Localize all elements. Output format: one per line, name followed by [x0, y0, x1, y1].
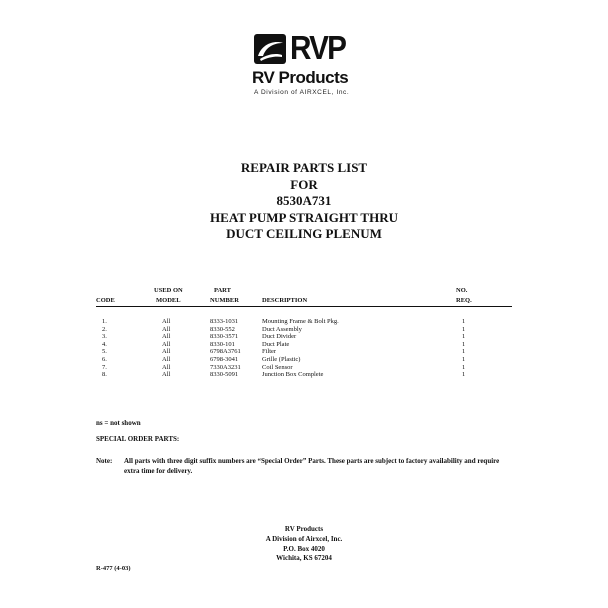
- cell-model: All: [162, 348, 171, 356]
- cell-code: 5.: [102, 348, 107, 356]
- cell-code: 1.: [102, 318, 107, 325]
- cell-model: All: [162, 363, 171, 371]
- cell-description: Junction Box Complete: [262, 371, 324, 379]
- header-code: CODE: [96, 297, 115, 304]
- header-req: REQ.: [456, 297, 472, 304]
- cell-description: Filter: [262, 348, 277, 356]
- document-id: R-477 (4-03): [96, 565, 131, 572]
- title-line: REPAIR PARTS LIST: [240, 160, 368, 175]
- cell-qty: 1: [462, 363, 466, 371]
- header-model: MODEL: [156, 297, 181, 304]
- cell-part-number: 8330-101: [210, 340, 235, 348]
- cell-part-number: 6798-3041: [210, 356, 239, 363]
- cell-qty: 1: [462, 340, 466, 348]
- company-logo: [252, 29, 362, 100]
- cell-qty: 1: [462, 333, 466, 341]
- cell-model: All: [162, 318, 171, 325]
- cell-code: 2.: [102, 325, 107, 333]
- cell-model: All: [162, 333, 171, 341]
- cell-code: 6.: [102, 356, 107, 363]
- cell-description: Coil Sensor: [262, 363, 293, 371]
- header-part: PART: [214, 287, 231, 294]
- ns-note: ns = not shown: [96, 419, 141, 427]
- cell-code: 3.: [102, 333, 107, 341]
- cell-code: 7.: [102, 363, 107, 371]
- cell-part-number: 6798A3761: [210, 348, 241, 356]
- cell-part-number: 8330-552: [210, 325, 235, 333]
- note-label: Note:: [96, 457, 113, 465]
- header-description: DESCRIPTION: [262, 297, 308, 304]
- table-row: [96, 371, 512, 379]
- title-line: FOR: [290, 176, 318, 192]
- cell-description: Grille (Plastic): [262, 356, 301, 363]
- cell-model: All: [162, 371, 171, 379]
- title-line: DUCT CEILING PLENUM: [226, 226, 382, 241]
- special-order-heading: SPECIAL ORDER PARTS:: [96, 435, 180, 443]
- header-no: NO.: [456, 287, 468, 294]
- cell-qty: 1: [462, 325, 466, 333]
- company-address: [0, 525, 608, 564]
- header-rule: [96, 306, 512, 307]
- title-line: HEAT PUMP STRAIGHT THRU: [210, 209, 398, 225]
- cell-part-number: 8330-3571: [210, 333, 239, 341]
- address-line: RV Products: [284, 525, 324, 533]
- logo-wordmark: RVP: [290, 29, 346, 66]
- cell-qty: 1: [462, 356, 466, 363]
- cell-qty: 1: [462, 318, 466, 325]
- cell-qty: 1: [462, 348, 466, 356]
- cell-description: Mounting Frame & Bolt Pkg.: [262, 318, 339, 325]
- cell-code: 8.: [102, 371, 107, 379]
- rvp-swoosh-icon: [254, 34, 286, 64]
- cell-description: Duct Assembly: [262, 325, 302, 333]
- address-line: A Division of Airxcel, Inc.: [265, 534, 343, 543]
- cell-part-number: 8333-1031: [210, 318, 239, 325]
- address-line: Wichita, KS 67204: [276, 554, 332, 563]
- cell-qty: 1: [462, 371, 466, 379]
- cell-description: Duct Plate: [262, 340, 290, 348]
- logo-brand-name: RV Products: [252, 68, 349, 87]
- header-number: NUMBER: [210, 297, 239, 304]
- document-title: [0, 160, 608, 243]
- cell-description: Duct Divider: [262, 333, 297, 341]
- address-line: P.O. Box 4020: [283, 544, 325, 553]
- cell-model: All: [162, 356, 171, 363]
- cell-code: 4.: [102, 340, 107, 348]
- header-used-on: USED ON: [154, 287, 183, 294]
- logo-division-text: A Division of AIRXCEL, Inc.: [254, 89, 350, 96]
- note-text: All parts with three digit suffix numbers are “Special Order” Parts. These parts are subject to factory availability and require extra time for delivery.: [124, 457, 500, 475]
- title-line: 8530A731: [276, 193, 332, 208]
- cell-part-number: 8330-5091: [210, 371, 239, 379]
- cell-model: All: [162, 325, 171, 333]
- cell-part-number: 7330A3231: [210, 363, 241, 371]
- cell-model: All: [162, 340, 171, 348]
